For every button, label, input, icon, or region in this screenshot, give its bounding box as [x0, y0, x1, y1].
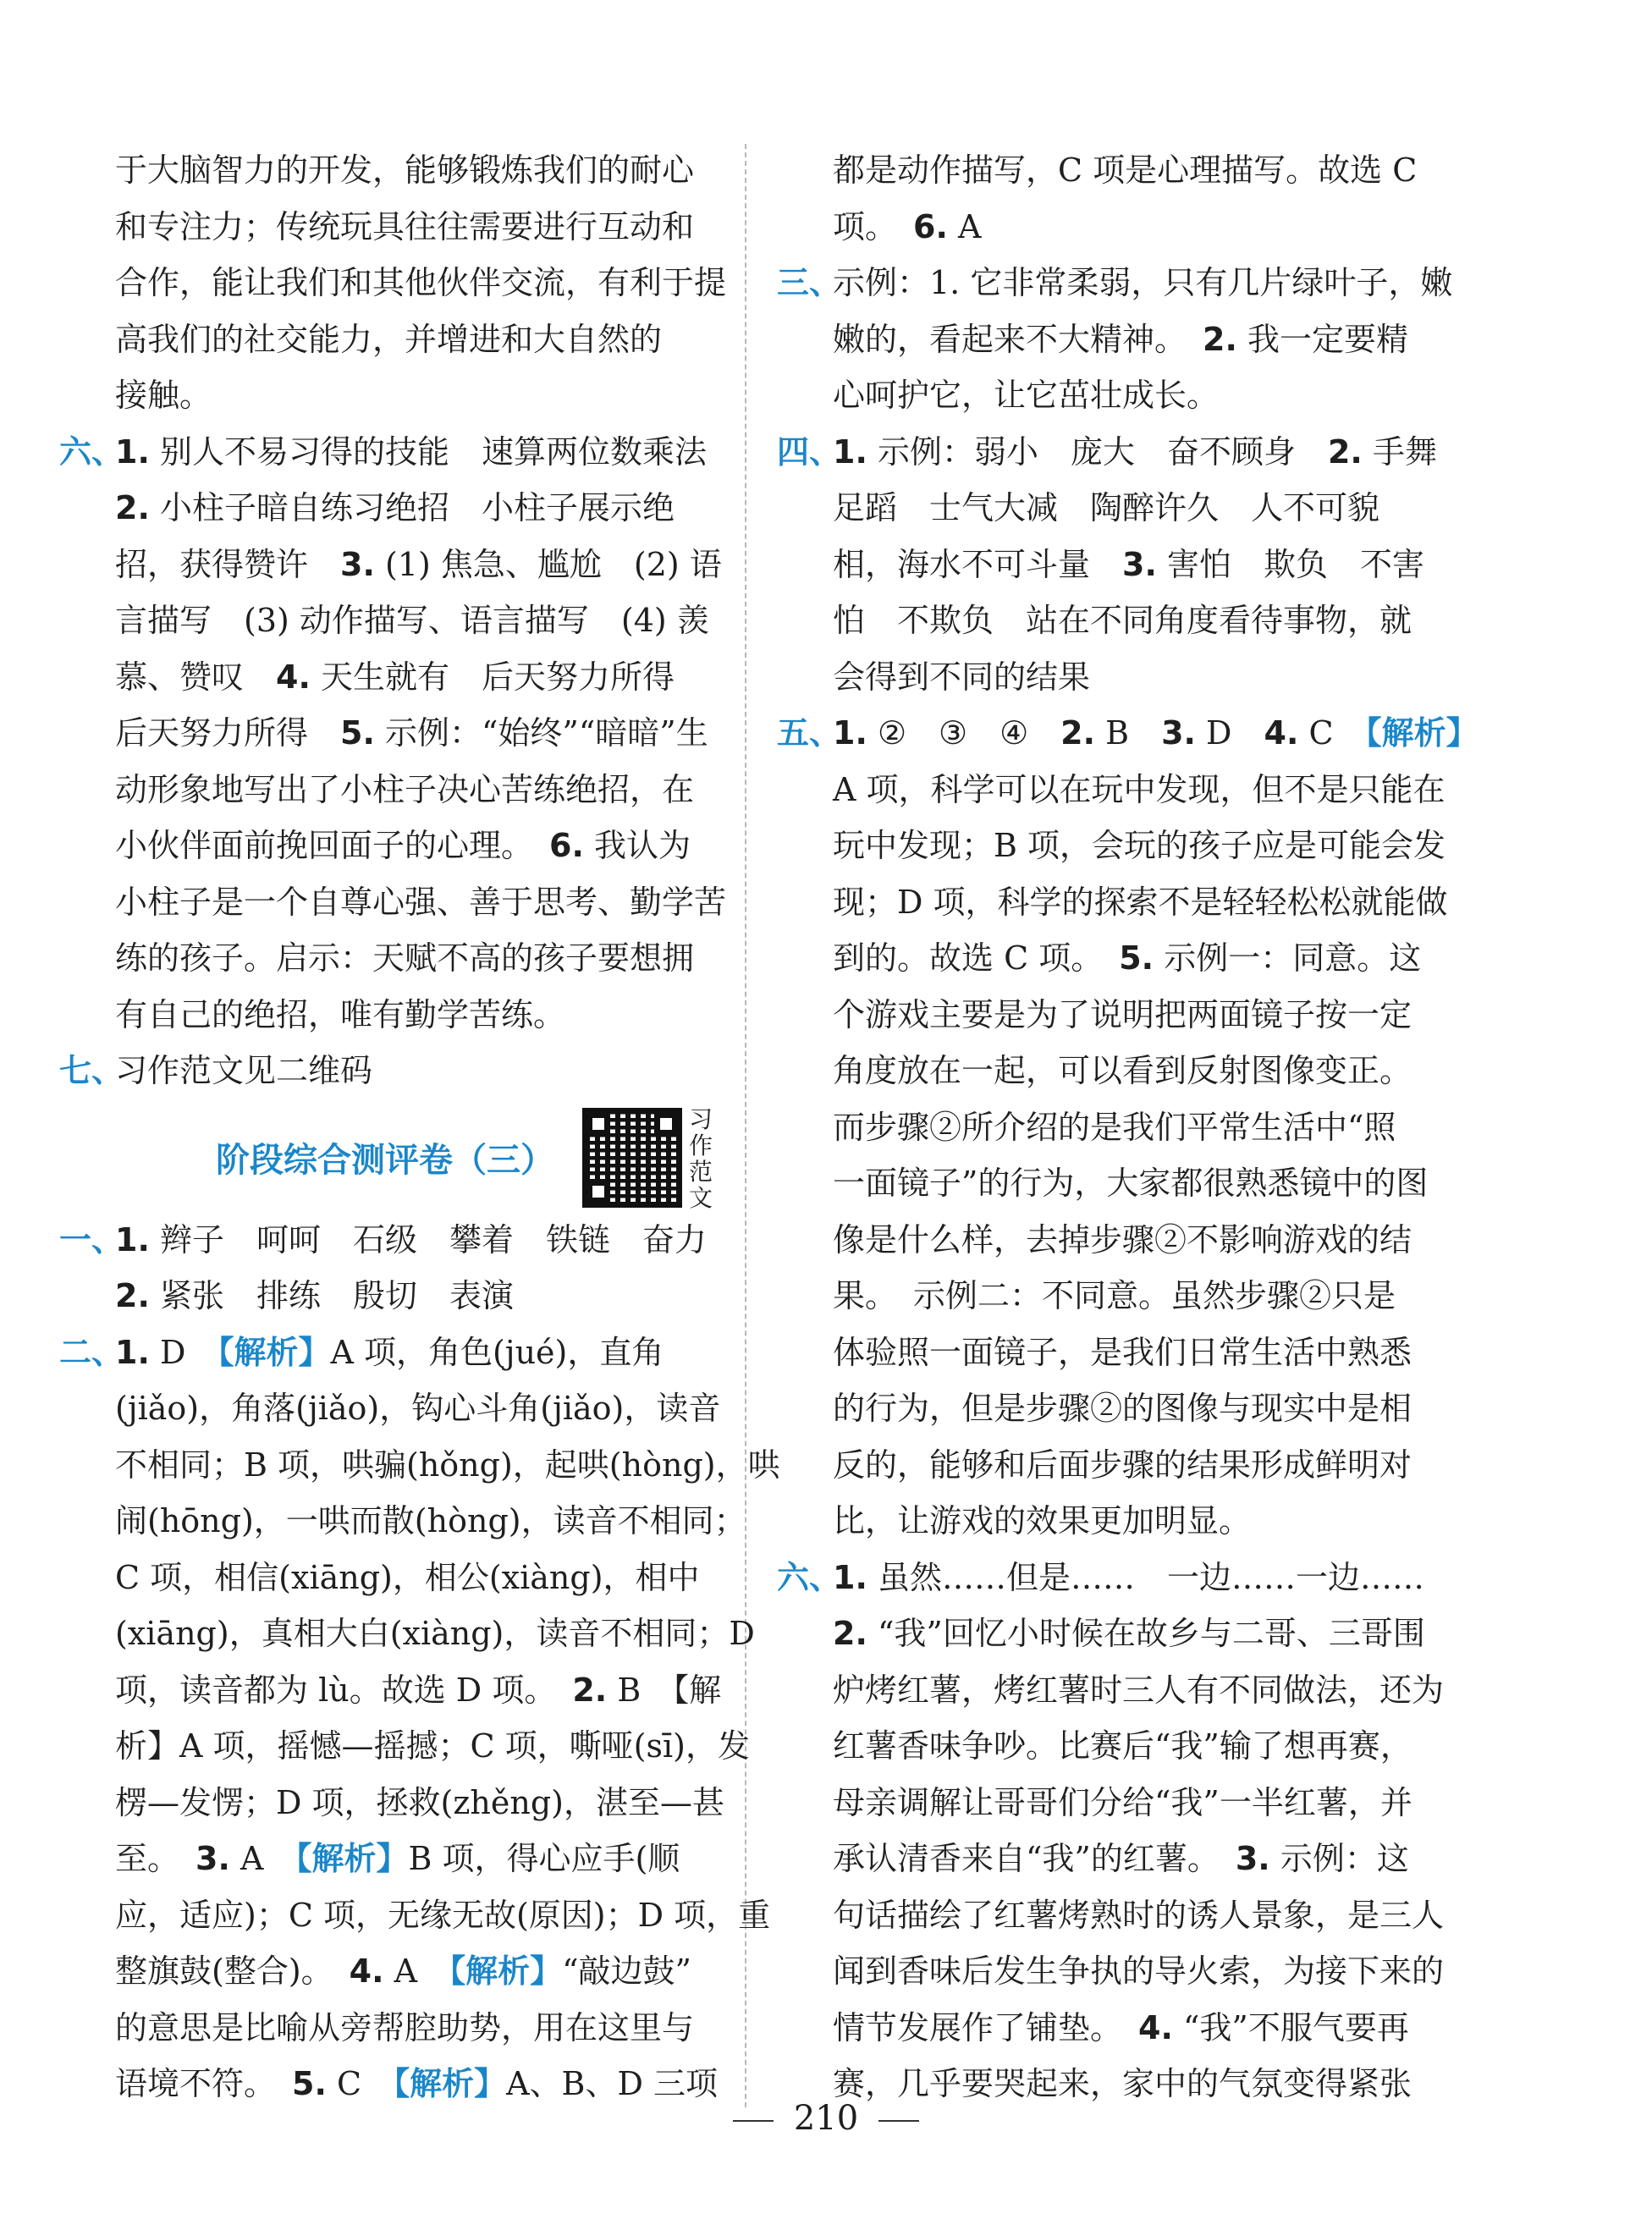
analysis-tag: 【解析】 [218, 1333, 331, 1371]
answer-line: C 项，相信(xiāng)，相公(xiàng)，相中 [115, 1558, 700, 1596]
analysis-tag: 【解析】 [394, 2065, 507, 2102]
answer-text: 1. 虽然……但是…… 一边……一边…… [833, 1558, 1424, 1596]
answer-text: 1. 辫子 呵呵 石级 攀着 铁链 奋力 [115, 1220, 707, 1258]
answer-line: 的行为，但是步骤②的图像与现实中是相 [833, 1390, 1412, 1427]
answer-line: 楞—发愣；D 项，拯救(zhěng)，湛至—甚 [115, 1783, 724, 1821]
item-number: 5. [340, 714, 375, 752]
answer-line: 嫩的，看起来不大精神。 2. 我一定要精 [833, 320, 1408, 358]
qr-finder-icon [586, 1180, 610, 1203]
answer-text: 习作范文见二维码 [115, 1052, 373, 1089]
section-marker: 七、 [59, 1052, 124, 1089]
text-line: 项。 6. A [833, 207, 982, 245]
answer-line [777, 424, 1446, 481]
column-divider [745, 144, 746, 2107]
item-number: 3. [1122, 545, 1157, 583]
answer-line: 小伙伴面前挽回面子的心理。 6. 我认为 [115, 827, 691, 864]
answer-line: 不相同；B 项，哄骗(hǒng)，起哄(hòng)，哄 [115, 1446, 780, 1484]
item-number: 1. [115, 432, 150, 471]
text-line: 高我们的社交能力，并增进和大自然的 [115, 320, 663, 358]
item-number: 2. [572, 1671, 608, 1709]
answer-text: 1. D 【解析】A 项，角色(jué)，直角 [115, 1333, 664, 1371]
item-number: 1. [115, 1220, 150, 1258]
answer-line [777, 705, 1479, 762]
answer-line [777, 1550, 1446, 1606]
qr-finder-icon [586, 1112, 610, 1136]
item-number: 3. [1235, 1840, 1270, 1877]
answer-line: 一面镜子”的行为，大家都很熟悉镜中的图 [833, 1165, 1429, 1202]
item-number: 3. [340, 545, 375, 583]
section-marker: 五、 [777, 714, 842, 752]
answer-line [59, 424, 715, 481]
page-number: 210 [793, 2099, 859, 2138]
answer-line: 后天努力所得 5. 示例：“始终”“暗暗”生 [115, 714, 708, 752]
section-marker: 三、 [777, 264, 842, 301]
answer-line: (jiǎo)，角落(jiǎo)，钩心斗角(jiǎo)，读音 [115, 1390, 721, 1427]
answer-text: 1. ② ③ ④ 2. B 3. D 4. C 【解析】 [833, 714, 1479, 752]
answer-line: 反的，能够和后面步骤的结果形成鲜明对 [833, 1446, 1412, 1484]
section-marker: 二、 [59, 1333, 124, 1371]
answer-line: 红薯香味争吵。比赛后“我”输了想再赛， [833, 1727, 1412, 1765]
right-column [777, 142, 1479, 2112]
answer-line: 慕、赞叹 4. 天生就有 后天努力所得 [115, 658, 675, 696]
answer-line: 练的孩子。启示：天赋不高的孩子要想拥 [115, 939, 695, 977]
analysis-tag: 【解析】 [1365, 714, 1479, 752]
answer-line [59, 1325, 715, 1381]
item-number: 2. [115, 1277, 150, 1314]
item-number: 1. [115, 1333, 150, 1371]
answer-line: 承认清香来自“我”的红薯。 3. 示例：这 [833, 1840, 1409, 1877]
answer-line: 心呵护它，让它茁壮成长。 [833, 377, 1220, 414]
answer-text: 1. 示例：弱小 庞大 奋不顾身 2. 手舞 [833, 432, 1437, 471]
answer-line: 析】A 项，摇憾—摇撼；C 项，嘶哑(sī)，发 [115, 1727, 750, 1765]
text-line: 和专注力；传统玩具往往需要进行互动和 [115, 207, 695, 245]
answer-line: 怕 不欺负 站在不同角度看待事物，就 [833, 602, 1412, 639]
item-number: 3. [1161, 714, 1196, 752]
answer-line: 体验照一面镜子，是我们日常生活中熟悉 [833, 1333, 1412, 1371]
qr-code-icon[interactable] [582, 1108, 682, 1208]
answer-line: 玩中发现；B 项，会玩的孩子应是可能会发 [833, 827, 1446, 864]
item-number: 1. [833, 1558, 867, 1596]
answer-line: 动形象地写出了小柱子决心苦练绝招，在 [115, 770, 695, 808]
text-line: 接触。 [115, 377, 212, 414]
answer-line: 闻到香味后发生争执的导火索，为接下来的 [833, 1952, 1445, 1990]
answer-line: 会得到不同的结果 [833, 658, 1091, 696]
answer-line: 而步骤②所介绍的是我们平常生活中“照 [833, 1108, 1396, 1146]
page-number-footer [0, 2099, 1652, 2138]
answer-line: 个游戏主要是为了说明把两面镜子按一定 [833, 995, 1412, 1033]
section-marker: 六、 [59, 432, 124, 471]
item-number: 6. [549, 827, 584, 864]
footer-dash [878, 2120, 919, 2122]
item-number: 2. [1060, 714, 1096, 752]
answer-line: 母亲调解让哥哥们分给“我”一半红薯，并 [833, 1783, 1412, 1821]
text-line: 于大脑智力的开发，能够锻炼我们的耐心 [115, 151, 695, 189]
answer-line: 应，适应)；C 项，无缘无故(原因)；D 项，重 [115, 1896, 771, 1934]
answer-line: 2. 紧张 排练 殷切 表演 [115, 1277, 514, 1314]
section-marker: 四、 [777, 432, 842, 471]
test-title-row [59, 1099, 715, 1212]
answer-line [59, 1212, 715, 1269]
footer-dash [733, 2120, 774, 2122]
answer-line: 小柱子是一个自尊心强、善于思考、勤学苦 [115, 883, 727, 921]
answer-line: 角度放在一起，可以看到反射图像变正。 [833, 1052, 1412, 1089]
answer-line: 到的。故选 C 项。 5. 示例一：同意。这 [833, 939, 1422, 977]
text-line: 合作，能让我们和其他伙伴交流，有利于提 [115, 264, 727, 301]
answer-line: 句话描绘了红薯烤熟时的诱人景象，是三人 [833, 1896, 1445, 1934]
answer-text: 1. 别人不易习得的技能 速算两位数乘法 [115, 432, 707, 471]
item-number: 6. [913, 207, 948, 245]
answer-line: 比，让游戏的效果更加明显。 [833, 1502, 1252, 1539]
left-column [59, 142, 780, 2112]
item-number: 4. [1264, 714, 1299, 752]
item-number: 4. [1138, 2008, 1173, 2046]
answer-line [777, 255, 1453, 311]
answer-line: 招，获得赞许 3. (1) 焦急、尴尬 (2) 语 [115, 545, 722, 583]
answer-line: 赛，几乎要哭起来，家中的气氛变得紧张 [833, 2065, 1412, 2102]
item-number: 2. [833, 1615, 867, 1652]
qr-label: 习作范文 [688, 1104, 713, 1212]
answer-line: 项，读音都为 lù。故选 D 项。 2. B 【解 [115, 1671, 722, 1709]
analysis-tag: 【解析】 [449, 1952, 563, 1990]
answer-line [59, 1043, 715, 1099]
item-number: 1. [833, 432, 867, 471]
item-number: 4. [349, 1952, 384, 1990]
answer-line: 2. 小柱子暗自练习绝招 小柱子展示绝 [115, 489, 675, 526]
item-number: 2. [115, 489, 150, 526]
answer-line: 的意思是比喻从旁帮腔助势，用在这里与 [115, 2008, 695, 2046]
answer-line: A 项，科学可以在玩中发现，但不是只能在 [833, 770, 1446, 808]
answer-line: 果。 示例二：不同意。虽然步骤②只是 [833, 1277, 1396, 1314]
test-title: 阶段综合测评卷（三） [216, 1140, 554, 1180]
answer-line: 现；D 项，科学的探索不是轻轻松松就能做 [833, 883, 1448, 921]
item-number: 5. [292, 2065, 327, 2102]
item-number: 4. [276, 658, 311, 696]
answer-text: 示例：1. 它非常柔弱，只有几片绿叶子，嫩 [833, 264, 1453, 301]
answer-line: 整旗鼓(整合)。 4. A 【解析】“敲边鼓” [115, 1952, 691, 1990]
answer-line: 2. “我”回忆小时候在故乡与二哥、三哥围 [833, 1615, 1425, 1652]
answer-line: 像是什么样，去掉步骤②不影响游戏的结 [833, 1220, 1412, 1258]
item-number: 2. [1327, 432, 1363, 471]
section-marker: 一、 [59, 1220, 124, 1258]
qr-finder-icon [654, 1112, 678, 1136]
answer-line: (xiāng)，真相大白(xiàng)，读音不相同；D [115, 1615, 755, 1652]
answer-line: 闹(hōng)，一哄而散(hòng)，读音不相同； [115, 1502, 746, 1539]
answer-line: 至。 3. A 【解析】B 项，得心应手(顺 [115, 1840, 680, 1877]
item-number: 2. [1203, 320, 1237, 358]
item-number: 3. [195, 1840, 230, 1877]
answer-line: 炉烤红薯，烤红薯时三人有不同做法，还为 [833, 1671, 1445, 1709]
answer-line: 情节发展作了铺垫。 4. “我”不服气要再 [833, 2008, 1409, 2046]
answer-line: 言描写 (3) 动作描写、语言描写 (4) 羡 [115, 602, 709, 639]
text-line: 都是动作描写，C 项是心理描写。故选 C [833, 151, 1418, 189]
item-number: 1. [833, 714, 867, 752]
analysis-tag: 【解析】 [295, 1840, 409, 1877]
item-number: 5. [1119, 939, 1154, 977]
answer-line: 足蹈 士气大减 陶醉许久 人不可貌 [833, 489, 1380, 526]
answer-line: 有自己的绝招，唯有勤学苦练。 [115, 995, 566, 1033]
section-marker: 六、 [777, 1558, 842, 1596]
answer-line: 相，海水不可斗量 3. 害怕 欺负 不害 [833, 545, 1424, 583]
answer-line: 语境不符。 5. C 【解析】A、B、D 三项 [115, 2065, 718, 2102]
